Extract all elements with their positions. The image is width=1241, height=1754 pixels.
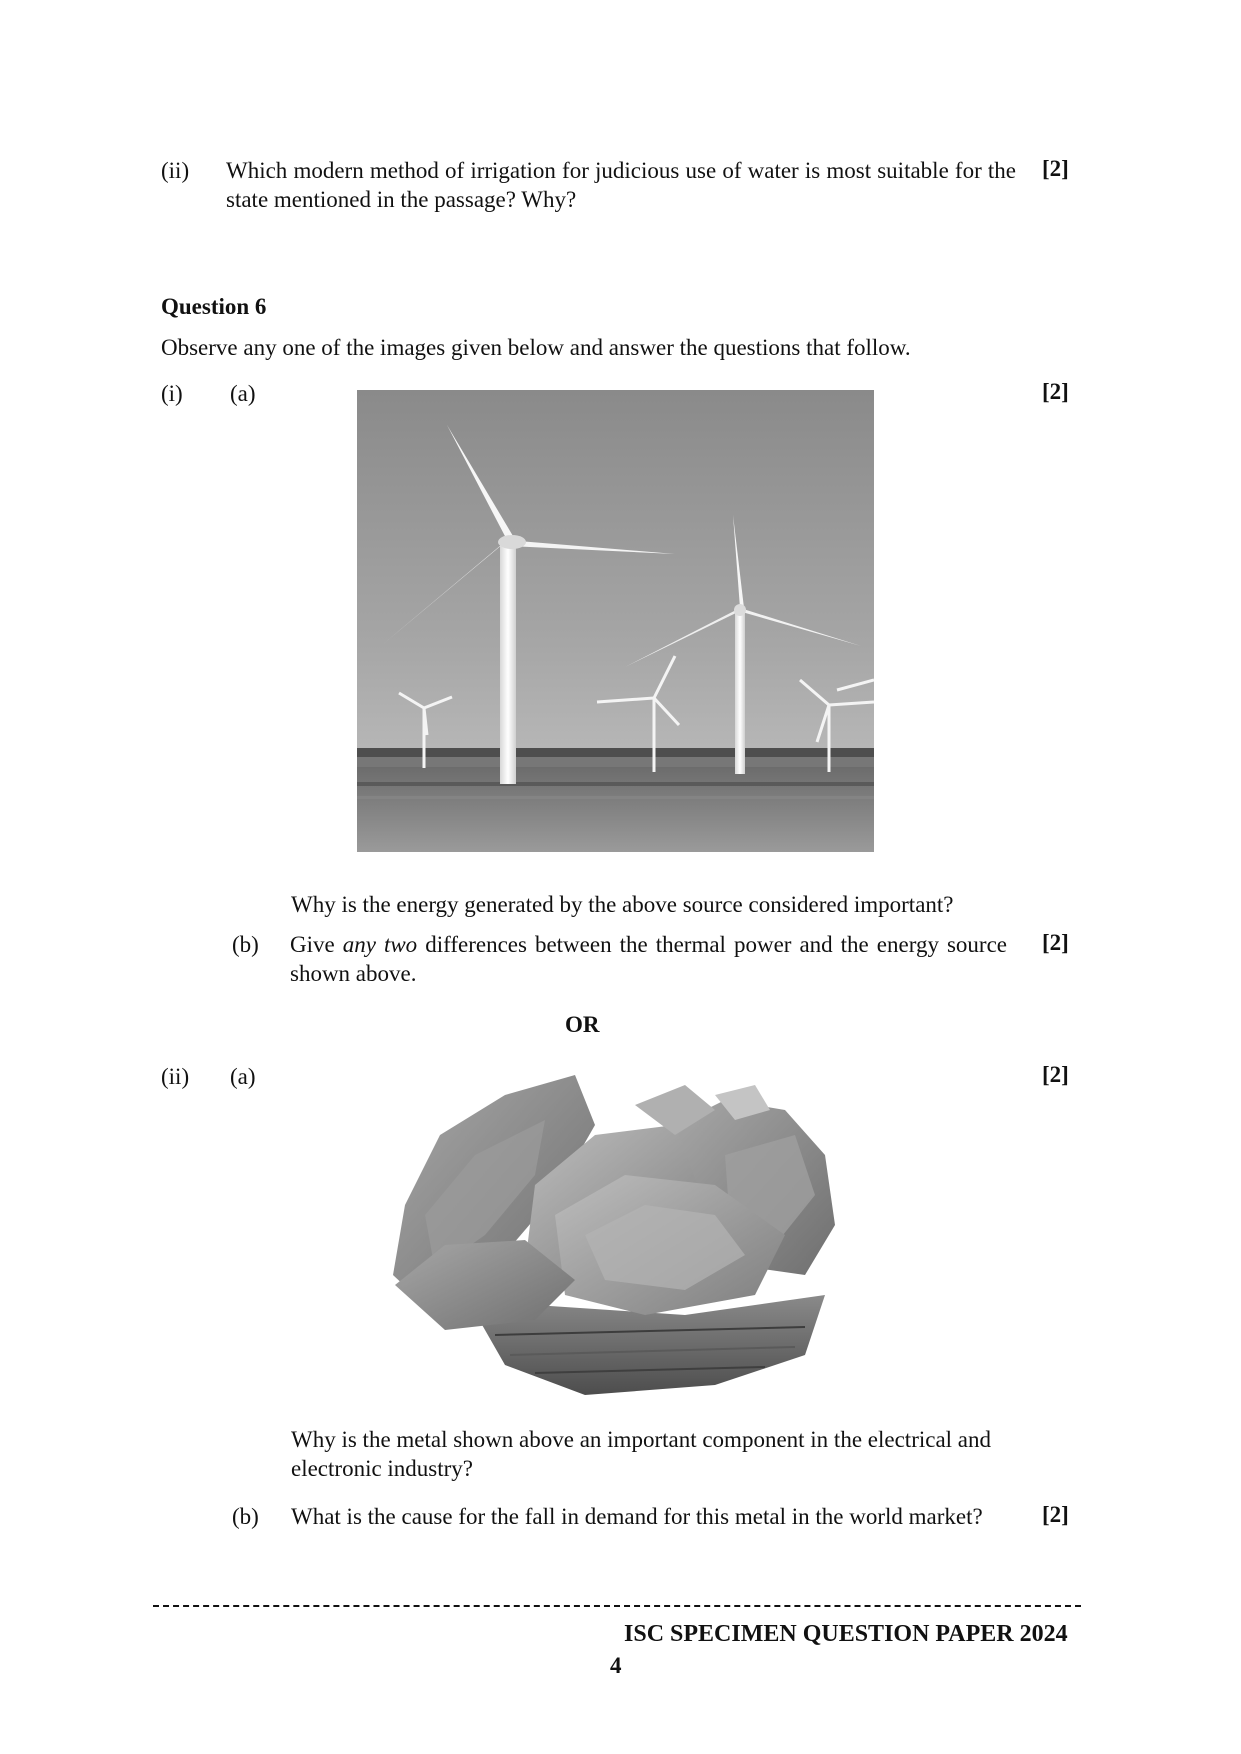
q5-question-text: Which modern method of irrigation for judicious use of water is most suitable for the state mentioned in the passage? Why?: [226, 158, 1016, 212]
question-6-heading: Question 6: [161, 294, 267, 319]
or-divider: OR: [565, 1012, 600, 1037]
question-6-instruction: Observe any one of the images given below and answer the questions that follow.: [161, 335, 911, 360]
part-i-b-marks: [2]: [1042, 930, 1069, 955]
part-i-b-pre: Give: [290, 932, 343, 957]
wind-turbines-image: [357, 390, 874, 852]
part-ii-a-label: (a): [230, 1064, 256, 1089]
page-number: 4: [610, 1653, 622, 1678]
q5-marks: [2]: [1042, 156, 1069, 181]
part-ii-b-label: (b): [232, 1504, 259, 1529]
part-i-a-label: (a): [230, 381, 256, 406]
q5-part-number: (ii): [161, 158, 190, 183]
mica-rock-image: [385, 1065, 870, 1405]
part-i-b-label: (b): [232, 932, 259, 957]
part-ii-a-marks: [2]: [1042, 1062, 1069, 1087]
part-ii-b-marks: [2]: [1042, 1502, 1069, 1527]
part-ii-number: (ii): [161, 1064, 190, 1089]
footer-dashed-rule: [153, 1605, 1081, 1607]
part-i-number: (i): [161, 381, 183, 406]
part-ii-a-question: Why is the metal shown above an important component in the electrical and electronic industry?: [291, 1427, 992, 1481]
part-ii-b-question: What is the cause for the fall in demand for this metal in the world market?: [291, 1504, 983, 1529]
footer-title: ISC SPECIMEN QUESTION PAPER 2024: [624, 1621, 1068, 1647]
part-i-b-post: differences between the thermal power and the energy source shown above.: [290, 932, 1007, 986]
part-i-b-question: [290, 930, 1007, 988]
part-i-a-question: Why is the energy generated by the above source considered important?: [291, 892, 954, 917]
part-i-a-marks: [2]: [1042, 379, 1069, 404]
part-i-b-emphasis: any two: [342, 932, 418, 957]
